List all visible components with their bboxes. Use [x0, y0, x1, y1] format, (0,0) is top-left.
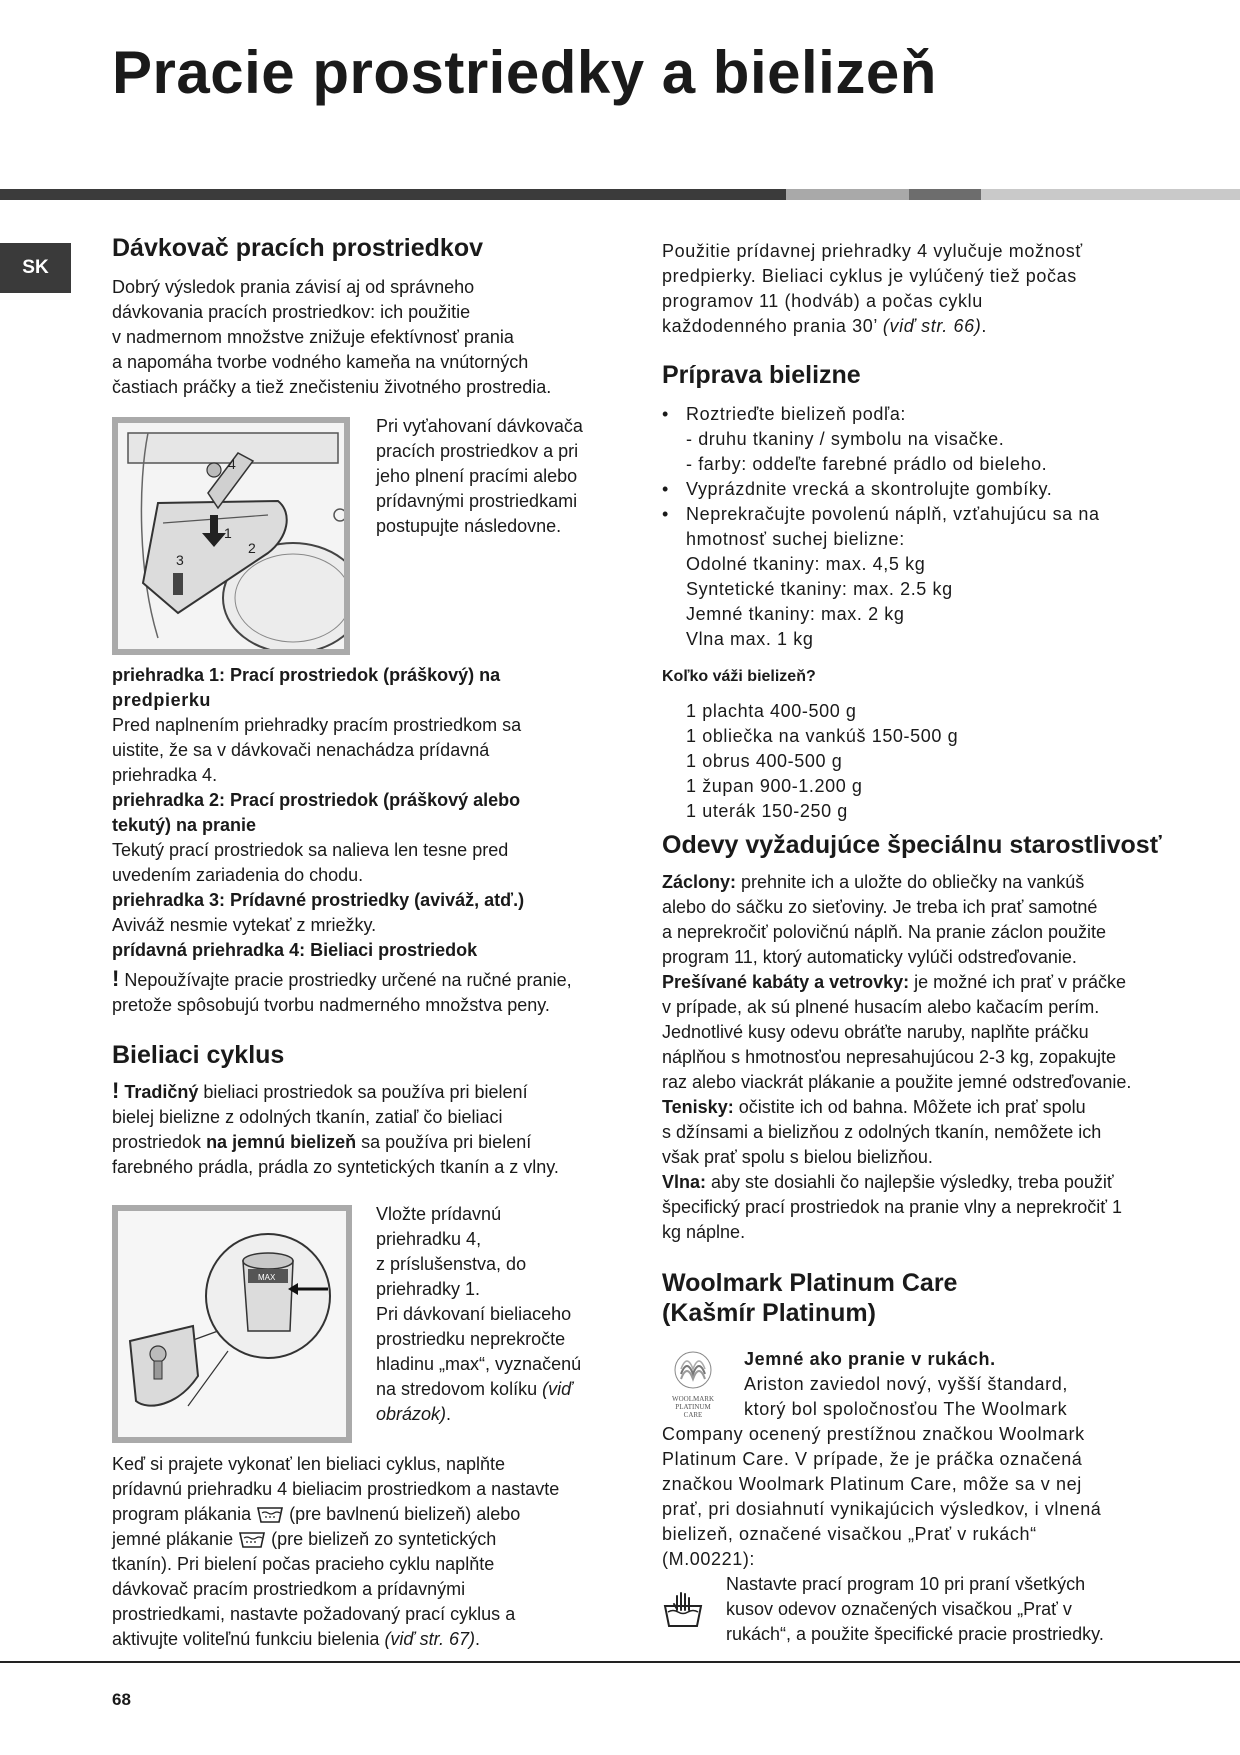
page-ref: (viď str. 66): [882, 316, 982, 336]
bleach-instr-line: (pre bavlnenú bielizeň) alebo: [289, 1504, 521, 1524]
compartment-2-title: tekutý) na pranie: [112, 815, 257, 835]
caption-ref: obrázok): [376, 1404, 447, 1424]
prep-sub: Vlna max. 1 kg: [686, 629, 814, 649]
special-care-heading: Odevy vyžadujúce špeciálnu starostlivosť: [662, 831, 1162, 859]
intro-line: Dobrý výsledok prania závisí aj od správneho: [112, 277, 475, 297]
prep-sub: - farby: oddeľte farebné prádlo od bieleho.: [686, 454, 1048, 474]
header-bar-pale: [981, 189, 1240, 200]
caption-line: prídavnými prostriedkami: [376, 491, 578, 511]
compartment-1-text: priehradka 4.: [112, 765, 218, 785]
warning-text: [112, 966, 612, 993]
compartment-1-title-cont: predpierku: [112, 690, 212, 710]
prep-bullet: • Neprekračujte povolenú náplň, vzťahujúcu sa na: [662, 502, 1152, 527]
compartment-1-text: Pred naplnením priehradky pracím prostriedkom sa: [112, 715, 522, 735]
intro-line: v nadmernom množstve znižuje efektívnosť prania: [112, 327, 514, 347]
prewash-line: Použitie prídavnej priehradky 4 vylučuje možnosť: [662, 241, 1083, 261]
compartment-4-title: prídavná priehradka 4: Bieliaci prostriedok: [112, 940, 478, 960]
bleach-text: sa používa pri bielení: [361, 1132, 532, 1152]
caption-line: prostriedku neprekročte: [376, 1329, 566, 1349]
prep-sub: Odolné tkaniny: max. 4,5 kg: [686, 554, 926, 574]
caption-line: priehradky 1.: [376, 1279, 481, 1299]
prep-sub: Jemné tkaniny: max. 2 kg: [686, 604, 905, 624]
weight-item: 1 obliečka na vankúš 150-500 g: [686, 726, 959, 746]
prep-sub: Syntetické tkaniny: max. 2.5 kg: [686, 579, 953, 599]
care-text: alebo do sáčku zo sieťoviny. Je treba ich prať samotné: [662, 897, 1098, 917]
bleach-instructions: [112, 1452, 622, 1652]
weight-item: 1 plachta 400-500 g: [686, 701, 857, 721]
care-text: špecifický prací prostriedok na pranie vlny a neprekročiť 1: [662, 1197, 1122, 1217]
warning-icon: !: [112, 966, 120, 991]
compartment-3-title: priehradka 3: Prídavné prostriedky (aviváž, atď.): [112, 890, 525, 910]
dispenser-section: [112, 233, 612, 400]
bleach-text: bielej bielizne z odolných tkanín, zatiaľ čo bieliaci: [112, 1107, 503, 1127]
bleach-traditional: Tradičný: [124, 1082, 199, 1102]
care-text: očistite ich od bahna. Môžete ich prať spolu: [738, 1097, 1086, 1117]
woolmark-lead-bold: Jemné ako pranie v rukách.: [744, 1349, 996, 1369]
weight-title: Koľko váži bielizeň?: [662, 668, 816, 685]
warning-line: pretože spôsobujú tvorbu nadmerného množstva peny.: [112, 995, 550, 1015]
dispenser-drawing: [118, 423, 344, 649]
compartment-2-text: Tekutý prací prostriedok sa nalieva len tesne pred: [112, 840, 509, 860]
laundry-prep-section: [662, 360, 1152, 824]
dispenser-figure: [112, 417, 350, 655]
bleach-instr-line: Keď si prajete vykonať len bieliaci cyklus, naplňte: [112, 1454, 506, 1474]
woolmark-body-line: Platinum Care. V prípade, že je práčka označená: [662, 1449, 1083, 1469]
prewash-line: programov 11 (hodváb) a počas cyklu: [662, 291, 983, 311]
hand-wash-symbol: [662, 1590, 704, 1630]
woolmark-body-line: Company ocenený prestížnou značkou Woolmark: [662, 1424, 1085, 1444]
bleach-drawing: [118, 1211, 346, 1437]
care-text: s džínsami a bielizňou z odolných tkanín, nemôžete ich: [662, 1122, 1102, 1142]
delicate-rinse-icon: [238, 1529, 266, 1549]
weight-item: 1 župan 900-1.200 g: [686, 776, 863, 796]
curtains-label: Záclony:: [662, 872, 737, 892]
caption-line: Vložte prídavnú: [376, 1204, 502, 1224]
bleach-heading: Bieliaci cyklus: [112, 1041, 285, 1069]
woolmark-body-line: značkou Woolmark Platinum Care, môže sa v nej: [662, 1474, 1082, 1494]
caption-line: na stredovom kolíku: [376, 1379, 538, 1399]
bleach-instr-line: tkanín). Pri bielení počas pracieho cyklu naplňte: [112, 1554, 495, 1574]
woolmark-heading: (Kašmír Platinum): [662, 1299, 876, 1327]
logo-text: PLATINUM: [675, 1403, 711, 1411]
woolmark-body-line: (M.00221):: [662, 1549, 756, 1569]
bleach-figure: [112, 1205, 352, 1443]
max-label: MAX: [258, 1273, 276, 1282]
bleach-text: prostriedok: [112, 1132, 202, 1152]
page-ref: (viď str. 67): [384, 1629, 476, 1649]
compartment-2-title: priehradka 2: Prací prostriedok (práškový alebo: [112, 790, 521, 810]
intro-line: dávkovania pracích prostriedkov: ich použitie: [112, 302, 471, 322]
warning-line: Nepoužívajte pracie prostriedky určené na ručné pranie,: [124, 970, 572, 990]
compartments: [112, 663, 612, 1018]
logo-text: WOOLMARK: [672, 1395, 714, 1403]
care-text: však prať spolu s bielou bielizňou.: [662, 1147, 933, 1167]
page-title: Pracie prostriedky a bielizeň: [112, 39, 937, 106]
care-text: kg náplne.: [662, 1222, 746, 1242]
fig-label-1: 1: [224, 525, 232, 541]
woolmark-section: [662, 1268, 1162, 1328]
care-text: raz alebo viackrát plákanie a použite jemné odstreďovanie.: [662, 1072, 1132, 1092]
bleach-instr-line: prídavnú priehradku 4 bieliacim prostriedkom a nastavte: [112, 1479, 560, 1499]
prep-bullet: • Vyprázdnite vrecká a skontrolujte gombíky.: [662, 477, 1152, 502]
caption-end: .: [446, 1404, 452, 1424]
prewash-line: predpierky. Bieliaci cyklus je vylúčený tiež počas: [662, 266, 1077, 286]
hand-wash-icon: [662, 1590, 704, 1630]
caption-line: priehradku 4,: [376, 1229, 482, 1249]
logo-text: CARE: [683, 1411, 703, 1419]
care-text: je možné ich prať v práčke: [914, 972, 1127, 992]
bleach-instr-line: aktivujte voliteľnú funkciu bielenia: [112, 1629, 380, 1649]
caption-ref: (viď: [542, 1379, 573, 1399]
header-bar-light: [786, 189, 909, 200]
woolmark-body-line: bielizeň, označené visačkou „Prať v rukách“: [662, 1524, 1037, 1544]
woolmark-logo: [662, 1350, 724, 1420]
prep-sub: - druhu tkaniny / symbolu na visačke.: [686, 429, 1005, 449]
bleach-figure-caption: [376, 1202, 616, 1427]
sentence-end: .: [475, 1629, 481, 1649]
prep-bullet: • Roztrieďte bielizeň podľa:: [662, 402, 1152, 427]
care-text: v prípade, ak sú plnené husacím alebo kačacím perím.: [662, 997, 1100, 1017]
sentence-end: .: [981, 316, 987, 336]
weight-item: 1 uterák 150-250 g: [686, 801, 848, 821]
prewash-note: [662, 239, 1152, 339]
bleach-instr-line: dávkovač pracím prostriedkom a prídavnými: [112, 1579, 466, 1599]
bleach-delicate: na jemnú bielizeň: [206, 1132, 357, 1152]
care-text: aby ste dosiahli čo najlepšie výsledky, treba použiť: [711, 1172, 1114, 1192]
caption-line: postupujte následovne.: [376, 516, 562, 536]
wool-label: Vlna:: [662, 1172, 707, 1192]
woolmark-body: [662, 1422, 1162, 1572]
hand-wash-line: kusov odevov označených visačkou „Prať v: [726, 1599, 1072, 1619]
fig-label-4: 4: [228, 456, 236, 472]
dispenser-intro: [112, 275, 612, 400]
page-number: 68: [112, 1690, 131, 1709]
caption-line: hladinu „max“, vyznačenú: [376, 1354, 582, 1374]
care-text: program 11, ktorý automaticky vylúči odstreďovanie.: [662, 947, 1077, 967]
caption-line: Pri dávkovaní bieliaceho: [376, 1304, 572, 1324]
compartment-2-text: uvedením zariadenia do chodu.: [112, 865, 364, 885]
care-text: prehnite ich a uložte do obliečky na vankúš: [741, 872, 1085, 892]
bleach-section: [112, 1040, 612, 1180]
woolmark-icon: [673, 1350, 713, 1390]
header-bar-mid: [909, 189, 981, 200]
woolmark-lead-line: Ariston zaviedol nový, vyšší štandard,: [744, 1374, 1068, 1394]
coats-label: Prešívané kabáty a vetrovky:: [662, 972, 910, 992]
bleach-instr-line: (pre bielizeň zo syntetických: [271, 1529, 497, 1549]
rinse-icon: [256, 1504, 284, 1524]
care-text: náplňou s hmotnosťou nepresahujúcou 2-3 kg, zopakujte: [662, 1047, 1117, 1067]
bleach-text: bieliaci prostriedok sa používa pri bielení: [203, 1082, 528, 1102]
language-tab: SK: [0, 243, 71, 293]
woolmark-body-line: prať, pri dosiahnutí vynikajúcich výsledkov, i vlnená: [662, 1499, 1102, 1519]
care-text: Jednotlivé kusy odevu obráťte naruby, naplňte práčku: [662, 1022, 1089, 1042]
caption-line: z príslušenstva, do: [376, 1254, 527, 1274]
hand-wash-instructions: [726, 1572, 1166, 1647]
bleach-instr-line: jemné plákanie: [112, 1529, 234, 1549]
compartment-1-text: uistite, že sa v dávkovači nenachádza prídavná: [112, 740, 490, 760]
hand-wash-line: rukách“, a použite špecifické pracie prostriedky.: [726, 1624, 1104, 1644]
compartment-1-title: priehradka 1: Prací prostriedok (práškový) na: [112, 665, 501, 685]
intro-line: častiach práčky a tiež znečisteniu životného prostredia.: [112, 377, 552, 397]
bleach-text: farebného prádla, prádla zo syntetických tkanín a z vlny.: [112, 1157, 559, 1177]
special-care-section: [662, 830, 1162, 1245]
dispenser-heading: Dávkovač pracích prostriedkov: [112, 234, 483, 262]
prep-heading: Príprava bielizne: [662, 361, 861, 389]
weight-item: 1 obrus 400-500 g: [686, 751, 843, 771]
caption-line: Pri vyťahovaní dávkovača: [376, 416, 583, 436]
bleach-instr-line: prostriedkami, nastavte požadovaný prací cyklus a: [112, 1604, 516, 1624]
care-text: a neprekročiť polovičnú náplň. Na pranie záclon použite: [662, 922, 1107, 942]
compartment-3-text: Aviváž nesmie vytekať z mriežky.: [112, 915, 377, 935]
sneakers-label: Tenisky:: [662, 1097, 734, 1117]
intro-line: a napomáha tvorbe vodného kameňa na vnútorných: [112, 352, 529, 372]
woolmark-heading: Woolmark Platinum Care: [662, 1269, 958, 1297]
footer-divider: [0, 1661, 1240, 1663]
dispenser-figure-caption: [376, 414, 616, 539]
bleach-warning-icon: !: [112, 1078, 120, 1103]
bleach-instr-line: program plákania: [112, 1504, 252, 1524]
caption-line: jeho plnení pracími alebo: [376, 466, 578, 486]
woolmark-lead-line: ktorý bol spoločnosťou The Woolmark: [744, 1399, 1068, 1419]
woolmark-lead: [744, 1347, 1164, 1422]
hand-wash-line: Nastavte prací program 10 pri praní všetkých: [726, 1574, 1086, 1594]
fig-label-3: 3: [176, 552, 184, 568]
prep-sub: hmotnosť suchej bielizne:: [686, 529, 905, 549]
header-bar-dark: [0, 189, 786, 200]
caption-line: pracích prostriedkov a pri: [376, 441, 579, 461]
prewash-line: každodenného prania 30’: [662, 316, 878, 336]
fig-label-2: 2: [248, 540, 256, 556]
